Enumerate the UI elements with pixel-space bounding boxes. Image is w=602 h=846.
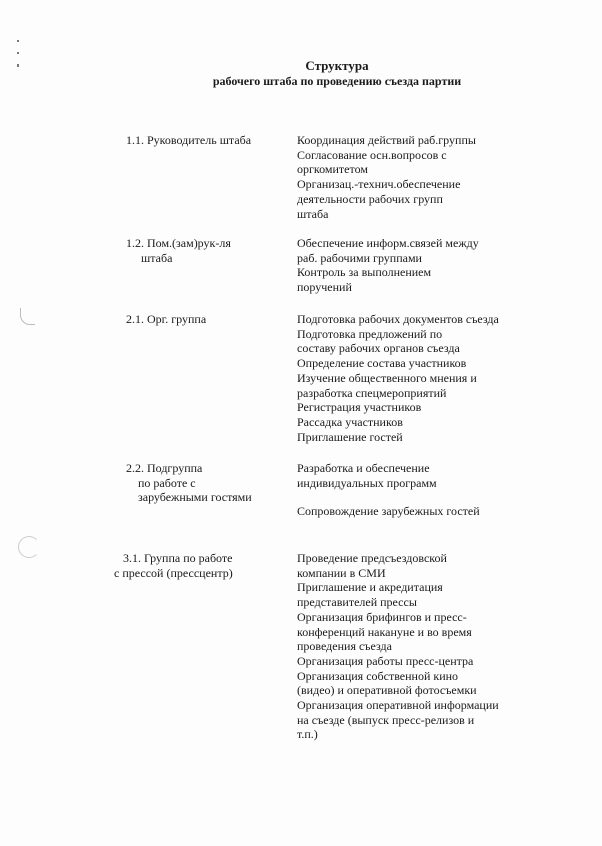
section-tasks <box>297 461 537 519</box>
task-line: Организац.-технич.обеспечение <box>297 177 461 192</box>
task-line: Контроль за выполнением <box>297 265 432 280</box>
task-line: Координация действий раб.группы <box>297 133 476 147</box>
section-role: 2.1. Орг. группа <box>126 312 207 326</box>
task-line: проведения съезда <box>297 639 392 654</box>
task-line: Регистрация участников <box>297 400 422 415</box>
task-line: Рассадка участников <box>297 414 403 429</box>
task-line: деятельности рабочих групп <box>297 191 443 206</box>
task-line: Приглашение и акредитация <box>297 580 443 595</box>
task-line: Организация брифингов и пресс- <box>297 609 467 624</box>
task-line: Согласование осн.вопросов с <box>297 147 447 162</box>
task-line: т.п.) <box>297 727 318 742</box>
scan-speck <box>17 40 19 42</box>
document-subtitle: рабочего штаба по проведению съезда партии <box>212 74 462 88</box>
task-line: Изучение общественного мнения и <box>297 370 477 385</box>
title-block <box>0 58 602 89</box>
task-line: Определение состава участников <box>297 356 467 371</box>
task-line: конференций накануне и во время <box>297 624 472 639</box>
task-line: поручений <box>297 280 352 295</box>
section-role: 1.2. Пом.(зам)рук-ля штаба <box>126 236 231 265</box>
task-line: оргкомитетом <box>297 162 368 177</box>
task-line: Подготовка предложений по <box>297 326 443 341</box>
task-line: на съезде (выпуск пресс-релизов и <box>297 712 475 727</box>
task-line: Приглашение гостей <box>297 429 403 444</box>
task-line: компании в СМИ <box>297 565 386 580</box>
scan-arc <box>18 536 40 558</box>
section-role: 3.1. Группа по работе с прессой (прессцентр) <box>114 551 233 580</box>
section-tasks <box>297 236 537 295</box>
task-line: представителей прессы <box>297 595 417 610</box>
task-line: индивидуальных программ <box>297 475 437 490</box>
task-gap <box>297 490 537 504</box>
section-tasks <box>297 312 537 444</box>
section-tasks <box>297 551 537 742</box>
task-line: Организация собственной кино <box>297 668 459 683</box>
task-line: разработка спецмероприятий <box>297 385 447 400</box>
task-line: раб. рабочими группами <box>297 250 422 265</box>
scan-speck <box>17 52 19 54</box>
scan-arc <box>20 308 35 325</box>
task-line: Организация работы пресс-центра <box>297 653 474 668</box>
task-line: Подготовка рабочих документов съезда <box>297 312 499 326</box>
task-line: штаба <box>297 206 329 221</box>
task-line: составу рабочих органов съезда <box>297 341 460 356</box>
task-line: Сопровождение зарубежных гостей <box>297 504 480 519</box>
task-line: Обеспечение информ.связей между <box>297 236 479 250</box>
document-title: Структура <box>305 58 369 73</box>
task-line: Разработка и обеспечение <box>297 461 430 475</box>
task-line: Проведение предсъездовской <box>297 551 447 565</box>
section-role: 1.1. Руководитель штаба <box>126 133 252 147</box>
section-role: 2.2. Подгруппа по работе с зарубежными гостями <box>126 461 252 505</box>
section-tasks <box>297 133 537 221</box>
task-line: (видео) и оперативной фотосъемки <box>297 683 477 698</box>
task-line: Организация оперативной информации <box>297 698 499 713</box>
